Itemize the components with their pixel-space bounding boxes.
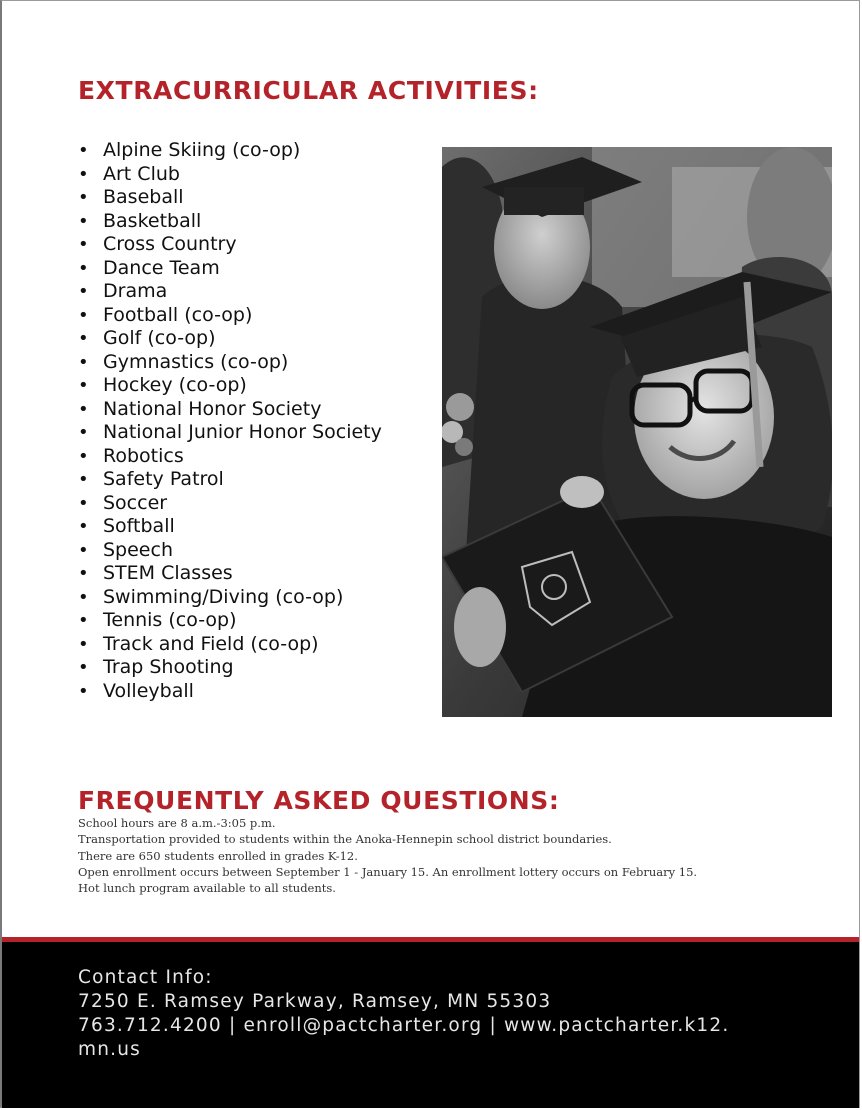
- activity-label: Cross Country: [103, 233, 237, 255]
- activity-label: Swimming/Diving (co-op): [103, 585, 344, 608]
- activities-list: [78, 139, 382, 703]
- activity-label: Drama: [103, 280, 168, 302]
- activity-label: STEM Classes: [103, 562, 233, 584]
- activity-label: Tennis (co-op): [103, 609, 237, 631]
- activity-label: Gymnastics (co-op): [103, 350, 289, 373]
- bullet-icon: •: [78, 281, 89, 302]
- list-item: [78, 304, 382, 328]
- graduate-photo: [442, 147, 832, 717]
- activity-label: Basketball: [103, 209, 202, 232]
- activity-label: National Honor Society: [103, 397, 322, 420]
- bullet-icon: •: [78, 257, 89, 279]
- bullet-icon: •: [78, 680, 89, 702]
- bullet-icon: •: [78, 422, 89, 443]
- activity-label: Baseball: [103, 186, 184, 208]
- bullet-icon: •: [78, 469, 89, 490]
- list-item: [78, 210, 382, 234]
- bullet-icon: •: [78, 187, 89, 208]
- list-item: [78, 398, 382, 422]
- bullet-icon: •: [78, 398, 89, 420]
- list-item: [78, 374, 382, 398]
- activity-label: Track and Field (co-op): [103, 632, 319, 655]
- bullet-icon: •: [78, 163, 89, 185]
- activity-label: Speech: [103, 538, 173, 561]
- activity-label: Robotics: [103, 444, 184, 467]
- list-item: [78, 257, 382, 281]
- list-item: [78, 445, 382, 469]
- contact-phone-email-web: 763.712.4200 | enroll@pactcharter.org | www.pactcharter.k12.: [78, 1015, 730, 1036]
- bullet-icon: •: [78, 328, 89, 349]
- list-item: [78, 656, 382, 680]
- bullet-icon: •: [78, 563, 89, 584]
- activity-label: Safety Patrol: [103, 468, 224, 490]
- contact-address: 7250 E. Ramsey Parkway, Ramsey, MN 55303: [78, 991, 552, 1012]
- list-item: [78, 515, 382, 539]
- activities-heading: EXTRACURRICULAR ACTIVITIES:: [78, 76, 539, 105]
- bullet-icon: •: [78, 516, 89, 537]
- bullet-icon: •: [78, 586, 89, 608]
- list-item: [78, 351, 382, 375]
- list-item: [78, 421, 382, 445]
- activity-label: Hockey (co-op): [103, 374, 247, 396]
- activity-label: Football (co-op): [103, 303, 253, 326]
- activity-label: Trap Shooting: [103, 656, 234, 678]
- bullet-icon: •: [78, 539, 89, 561]
- list-item: [78, 280, 382, 304]
- activity-label: Dance Team: [103, 256, 220, 279]
- list-item: [78, 680, 382, 704]
- faq-heading: FREQUENTLY ASKED QUESTIONS:: [78, 786, 560, 815]
- bullet-icon: •: [78, 633, 89, 655]
- bullet-icon: •: [78, 610, 89, 631]
- faq-line: There are 650 students enrolled in grades K-12.: [78, 848, 358, 863]
- activity-label: Art Club: [103, 162, 180, 185]
- list-item: [78, 468, 382, 492]
- list-item: [78, 327, 382, 351]
- activity-label: Soccer: [103, 491, 168, 514]
- bullet-icon: •: [78, 210, 89, 232]
- contact-web-continued: mn.us: [78, 1039, 141, 1060]
- list-item: [78, 609, 382, 633]
- activity-label: Softball: [103, 515, 175, 537]
- bullet-icon: •: [78, 304, 89, 326]
- list-item: [78, 186, 382, 210]
- list-item: [78, 586, 382, 610]
- bullet-icon: •: [78, 140, 89, 161]
- bullet-icon: •: [78, 492, 89, 514]
- list-item: [78, 163, 382, 187]
- list-item: [78, 562, 382, 586]
- bullet-icon: •: [78, 375, 89, 396]
- bullet-icon: •: [78, 351, 89, 373]
- list-item: [78, 492, 382, 516]
- list-item: [78, 233, 382, 257]
- faq-line: School hours are 8 a.m.-3:05 p.m.: [78, 816, 276, 830]
- bullet-icon: •: [78, 234, 89, 255]
- activity-label: National Junior Honor Society: [103, 421, 382, 443]
- faq-answers: [78, 815, 697, 896]
- list-item: [78, 633, 382, 657]
- list-item: [78, 539, 382, 563]
- activity-label: Golf (co-op): [103, 327, 216, 349]
- faq-line: Open enrollment occurs between September 1 - January 15. An enrollment lottery occurs on February 15.: [78, 864, 698, 879]
- contact-title: Contact Info:: [78, 967, 213, 988]
- faq-line: Transportation provided to students within the Anoka-Hennepin school district boundaries.: [78, 832, 612, 847]
- faq-line: Hot lunch program available to all students.: [78, 881, 336, 896]
- activity-label: Volleyball: [103, 679, 194, 702]
- activity-label: Alpine Skiing (co-op): [103, 139, 301, 161]
- bullet-icon: •: [78, 657, 89, 678]
- bullet-icon: •: [78, 445, 89, 467]
- contact-info: [78, 966, 798, 1062]
- list-item: [78, 139, 382, 163]
